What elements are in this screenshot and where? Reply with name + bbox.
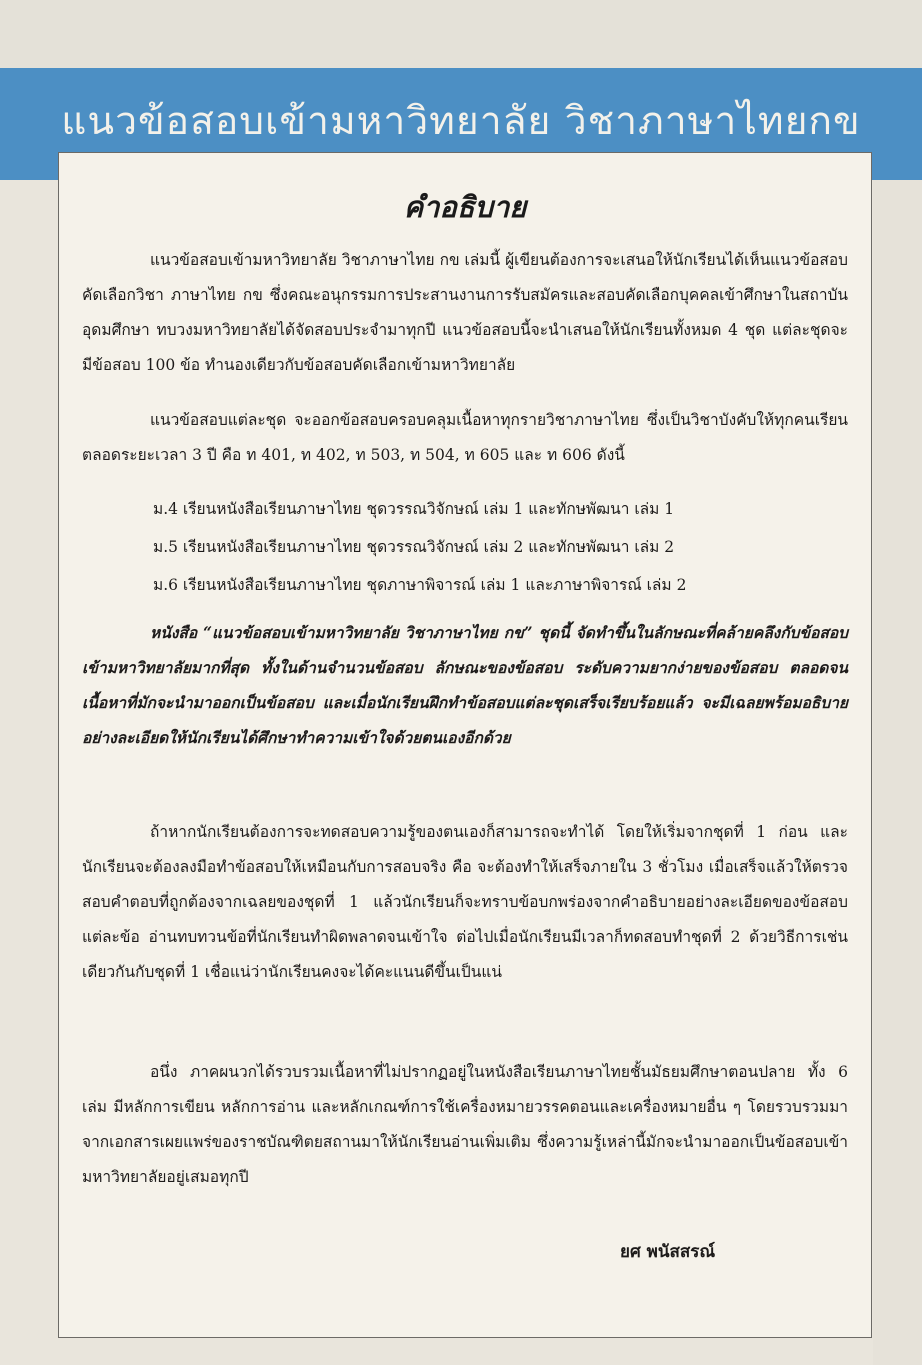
banner-title: แนวข้อสอบเข้ามหาวิทยาลัย วิชาภาษาไทยกข [61, 99, 861, 144]
list-item: ม.6 เรียนหนังสือเรียนภาษาไทย ชุดภาษาพิจารณ์ เล่ม 1 และภาษาพิจารณ์ เล่ม 2 [153, 576, 687, 594]
paragraph-self-test: ถ้าหากนักเรียนต้องการจะทดสอบความรู้ของตนเองก็สามารถจะทำได้ โดยให้เริ่มจากชุดที่ 1 ก่อน และนักเรียนจะต้องลงมือทำข้อสอบให้เหมือนกับการสอบจริง คือ จะต้องทำให้เสร็จภายใน 3 ชั่วโมง เมื่อเสร็จแล้วให้ตรวจสอบคำตอบที่ถูกต้องจากเฉลยของชุดที่ 1 แล้วนักเรียนก็จะทราบข้อบกพร่องจากคำอธิบายอย่างละเอียดของข้อสอบแต่ละข้อ อ่านทบทวนข้อที่นักเรียนทำผิดพลาดจนเข้าใจ ต่อไปเมื่อนักเรียนมีเวลาก็ทดสอบทำชุดที่ 2 ด้วยวิธีการเช่นเดียวกันกับชุดที่ 1 เชื่อแน่ว่านักเรียนคงจะได้คะแนนดีขึ้นเป็นแน่ [82, 823, 848, 981]
right-margin [873, 180, 922, 1365]
grade-list [153, 490, 686, 604]
page-heading: คำอธิบาย [403, 190, 527, 224]
list-item: ม.5 เรียนหนังสือเรียนภาษาไทย ชุดวรรณวิจักษณ์ เล่ม 2 และทักษพัฒนา เล่ม 2 [153, 538, 675, 556]
paragraph-coverage: แนวข้อสอบแต่ละชุด จะออกข้อสอบครอบคลุมเนื้อหาทุกรายวิชาภาษาไทย ซึ่งเป็นวิชาบังคับให้ทุกคนเรียนตลอดระยะเวลา 3 ปี คือ ท 401, ท 402, ท 503, ท 504, ท 605 และ ท 606 ดังนี้ [82, 411, 848, 464]
top-margin [0, 0, 922, 68]
paragraph-appendix: อนึ่ง ภาคผนวกได้รวบรวมเนื้อหาที่ไม่ปรากฏอยู่ในหนังสือเรียนภาษาไทยชั้นมัธยมศึกษาตอนปลาย ทั้ง 6 เล่ม มีหลักการเขียน หลักการอ่าน และหลักเกณฑ์การใช้เครื่องหมายวรรคตอนและเครื่องหมายอื่น ๆ โดยรวบรวมมาจากเอกสารเผยแพร่ของราชบัณฑิตยสถานมาให้นักเรียนอ่านเพิ่มเติม ซึ่งความรู้เหล่านี้มักจะนำมาออกเป็นข้อสอบเข้ามหาวิทยาลัยอยู่เสมอทุกปี [82, 1063, 848, 1186]
paragraph-book-description: หนังสือ “แนวข้อสอบเข้ามหาวิทยาลัย วิชาภาษาไทย กข” ชุดนี้ จัดทำขึ้นในลักษณะที่คล้ายคลึงกับข้อสอบเข้ามหาวิทยาลัยมากที่สุด ทั้งในด้านจำนวนข้อสอบ ลักษณะของข้อสอบ ระดับความยากง่ายของข้อสอบ ตลอดจนเนื้อหาที่มักจะนำมาออกเป็นข้อสอบ และเมื่อนักเรียนฝึกทำข้อสอบแต่ละชุดเสร็จเรียบร้อยแล้ว จะมีเฉลยพร้อมอธิบายอย่างละเอียดให้นักเรียนได้ศึกษาทำความเข้าใจด้วยตนเองอีกด้วย [82, 623, 848, 747]
author-signature: ยศ พนัสสรณ์ [620, 1242, 716, 1262]
list-item: ม.4 เรียนหนังสือเรียนภาษาไทย ชุดวรรณวิจักษณ์ เล่ม 1 และทักษพัฒนา เล่ม 1 [153, 500, 675, 518]
paragraph-intro: แนวข้อสอบเข้ามหาวิทยาลัย วิชาภาษาไทย กข เล่มนี้ ผู้เขียนต้องการจะเสนอให้นักเรียนได้เห็นแนวข้อสอบคัดเลือกวิชา ภาษาไทย กข ซึ่งคณะอนุกรรมการประสานงานการรับสมัครและสอบคัดเลือกบุคคลเข้าศึกษาในสถาบันอุดมศึกษา ทบวงมหาวิทยาลัยได้จัดสอบประจำมาทุกปี แนวข้อสอบนี้จะนำเสนอให้นักเรียนทั้งหมด 4 ชุด แต่ละชุดจะมีข้อสอบ 100 ข้อ ทำนองเดียวกับข้อสอบคัดเลือกเข้ามหาวิทยาลัย [82, 251, 848, 374]
